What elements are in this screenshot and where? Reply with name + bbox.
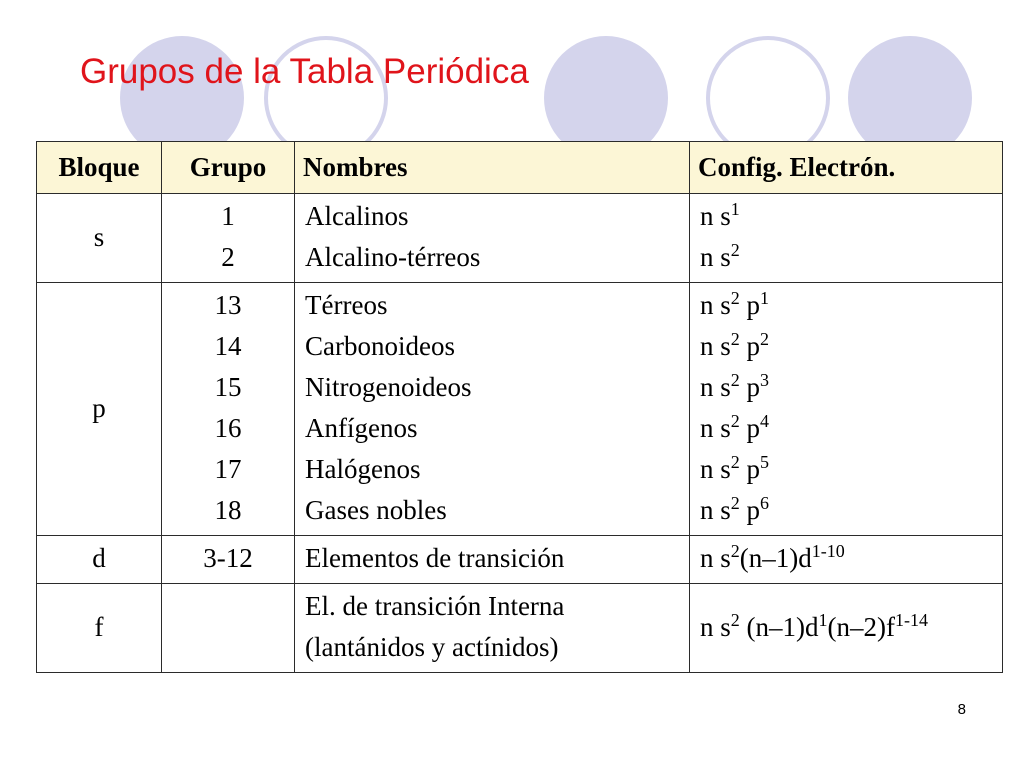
nombres-line: Térreos xyxy=(305,290,388,320)
config-exponent: 3 xyxy=(760,370,770,390)
config-exponent: 1 xyxy=(760,288,770,308)
config-exponent: 2 xyxy=(730,541,740,561)
config-line xyxy=(700,196,1002,237)
config-exponent: 2 xyxy=(730,370,740,390)
config-term: n s xyxy=(700,543,731,573)
cell-grupo xyxy=(162,584,295,673)
nombres-line: Alcalino-térreos xyxy=(305,242,481,272)
grupo-line: 13 xyxy=(214,290,242,320)
config-term: (n–1)d xyxy=(739,543,812,573)
table-header-row xyxy=(37,142,1003,194)
grupo-line: 14 xyxy=(214,331,242,361)
table-row-block-d xyxy=(37,536,1003,584)
config-line xyxy=(700,449,1002,490)
cell-config xyxy=(690,584,1003,673)
page-number: 8 xyxy=(957,701,966,718)
cell-grupo xyxy=(162,536,295,584)
cell-nombres xyxy=(295,536,690,584)
config-exponent: 2 xyxy=(730,411,740,431)
config-exponent: 1-10 xyxy=(811,541,845,561)
config-line xyxy=(700,408,1002,449)
config-term: p xyxy=(739,454,761,484)
table-row-block-s xyxy=(37,194,1003,283)
nombres-line: Nitrogenoideos xyxy=(305,372,472,402)
config-term: p xyxy=(739,331,761,361)
config-exponent: 5 xyxy=(760,452,770,472)
header-config: Config. Electrón. xyxy=(690,142,1003,194)
config-line xyxy=(700,237,1002,278)
config-term: n s xyxy=(700,413,731,443)
cell-bloque: p xyxy=(37,283,162,536)
config-line xyxy=(700,285,1002,326)
config-term: n s xyxy=(700,290,731,320)
config-line xyxy=(700,538,1002,579)
config-exponent: 6 xyxy=(760,493,770,513)
grupo-line: 2 xyxy=(221,242,235,272)
header-grupo: Grupo xyxy=(162,142,295,194)
header-bloque: Bloque xyxy=(37,142,162,194)
grupo-line: 1 xyxy=(221,201,235,231)
nombres-line: Anfígenos xyxy=(305,413,418,443)
config-term: n s xyxy=(700,201,731,231)
grupo-line: 16 xyxy=(214,413,242,443)
cell-config xyxy=(690,283,1003,536)
nombres-line: Elementos de transición xyxy=(305,543,565,573)
config-line xyxy=(700,607,1002,648)
cell-config xyxy=(690,194,1003,283)
nombres-line: Halógenos xyxy=(305,454,421,484)
cell-config xyxy=(690,536,1003,584)
config-exponent: 2 xyxy=(730,329,740,349)
cell-grupo xyxy=(162,283,295,536)
config-line xyxy=(700,490,1002,531)
config-exponent: 2 xyxy=(730,288,740,308)
grupo-line: 17 xyxy=(214,454,242,484)
slide-title: Grupos de la Tabla Periódica xyxy=(80,52,529,91)
nombres-line: Carbonoideos xyxy=(305,331,455,361)
config-term: n s xyxy=(700,372,731,402)
cell-nombres xyxy=(295,283,690,536)
header-nombres: Nombres xyxy=(295,142,690,194)
config-term: (n–1)d xyxy=(739,611,819,642)
table-row-block-f xyxy=(37,584,1003,673)
periodic-groups-table xyxy=(36,141,1003,673)
config-exponent: 2 xyxy=(730,452,740,472)
config-term: (n–2)f xyxy=(827,611,895,642)
config-term: p xyxy=(739,372,761,402)
config-term: n s xyxy=(700,331,731,361)
config-exponent: 2 xyxy=(760,329,770,349)
nombres-line: Alcalinos xyxy=(305,201,409,231)
grupo-line: 3-12 xyxy=(203,543,253,573)
nombres-line: (lantánidos y actínidos) xyxy=(305,632,559,662)
nombres-line: El. de transición Interna xyxy=(305,591,565,621)
config-term: p xyxy=(739,495,761,525)
cell-bloque: s xyxy=(37,194,162,283)
config-term: p xyxy=(739,413,761,443)
config-exponent: 1 xyxy=(818,609,828,630)
config-exponent: 2 xyxy=(730,240,740,260)
config-exponent: 4 xyxy=(760,411,770,431)
config-line xyxy=(700,326,1002,367)
config-exponent: 1 xyxy=(730,199,740,219)
nombres-line: Gases nobles xyxy=(305,495,447,525)
cell-grupo xyxy=(162,194,295,283)
cell-bloque: d xyxy=(37,536,162,584)
config-term: n s xyxy=(700,611,731,642)
config-term: n s xyxy=(700,242,731,272)
cell-nombres xyxy=(295,584,690,673)
cell-nombres xyxy=(295,194,690,283)
config-exponent: 2 xyxy=(730,493,740,513)
cell-bloque: f xyxy=(37,584,162,673)
grupo-line: 15 xyxy=(214,372,242,402)
config-exponent: 1-14 xyxy=(894,609,928,630)
config-term: p xyxy=(739,290,761,320)
grupo-line: 18 xyxy=(214,495,242,525)
config-exponent: 2 xyxy=(730,609,740,630)
table-row-block-p xyxy=(37,283,1003,536)
config-term: n s xyxy=(700,454,731,484)
config-line xyxy=(700,367,1002,408)
config-term: n s xyxy=(700,495,731,525)
